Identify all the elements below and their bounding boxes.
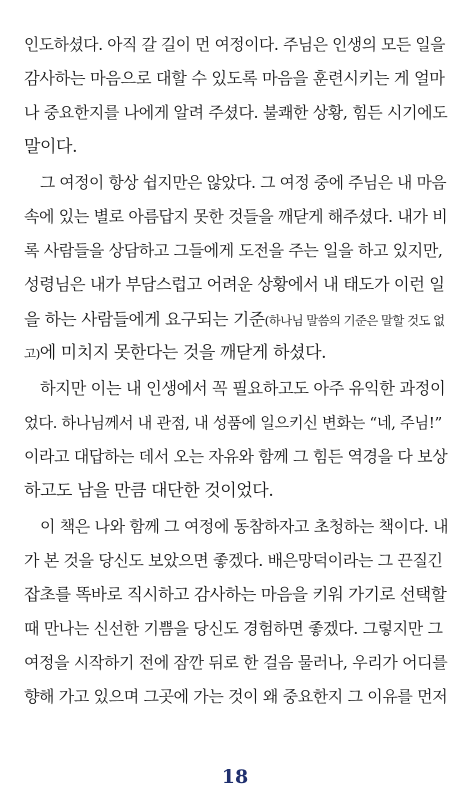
text-line: 인도하셨다. 아직 갈 길이 먼 여정이다. 주님은 인생의 모든 일을 [24, 35, 446, 54]
text-line: 때 만나는 신선한 기쁨을 당신도 경험하면 좋겠다. 그렇지만 그 [24, 619, 443, 638]
text-line: 었다. 하나님께서 내 관점, 내 성품에 일으키신 변화는 “네, 주님!” [24, 414, 442, 432]
text-line: 감사하는 마음으로 대할 수 있도록 마음을 훈련시키는 게 얼마 [24, 69, 445, 88]
parenthetical-note: (하나님 말씀의 기준은 말할 것도 없 [264, 313, 445, 328]
text-line: 속에 있는 별로 아름답지 못한 것들을 깨닫게 해주셨다. 내가 비 [24, 207, 448, 226]
text-line: 록 사람들을 상담하고 그들에게 도전을 주는 일을 하고 있지만, [24, 241, 443, 260]
text-line: 가 본 것을 당신도 보았으면 좋겠다. 배은망덕이라는 그 끈질긴 [24, 551, 443, 570]
text-line: 향해 가고 있으며 그곳에 가는 것이 왜 중요한지 그 이유를 먼저 [24, 687, 448, 706]
text-line: 이라고 대답하는 데서 오는 자유와 함께 그 힘든 역경을 다 보상 [24, 447, 448, 466]
text-line: 하고도 남을 만큼 대단한 것이었다. [24, 481, 274, 501]
parenthetical-note: 고) [24, 346, 40, 361]
page-number: 18 [221, 766, 249, 788]
text-line [24, 307, 448, 333]
text-line: 말이다. [24, 137, 78, 157]
text-line: 여정을 시작하기 전에 잠깐 뒤로 한 걸음 물러나, 우리가 어디를 [24, 653, 448, 672]
text-line: 하지만 이는 내 인생에서 꼭 필요하고도 아주 유익한 과정이 [40, 379, 446, 398]
text-line: 나 중요한지를 나에게 알려 주셨다. 불쾌한 상황, 힘든 시기에도 [24, 103, 448, 122]
text-line: 그 여정이 항상 쉽지만은 않았다. 그 여정 중에 주님은 내 마음 [40, 173, 447, 192]
text-run: 을 하는 사람들에게 요구되는 기준 [24, 309, 265, 329]
text-line [24, 341, 448, 366]
text-line: 잡초를 똑바로 직시하고 감사하는 마음을 키워 가기로 선택할 [24, 585, 447, 604]
text-line: 이 책은 나와 함께 그 여정에 동참하자고 초청하는 책이다. 내 [40, 517, 449, 536]
text-line: 성령님은 내가 부담스럽고 어려운 상황에서 내 태도가 이런 일 [24, 275, 445, 294]
text-run: 에 미치지 못한다는 것을 깨닫게 하셨다. [39, 343, 327, 363]
